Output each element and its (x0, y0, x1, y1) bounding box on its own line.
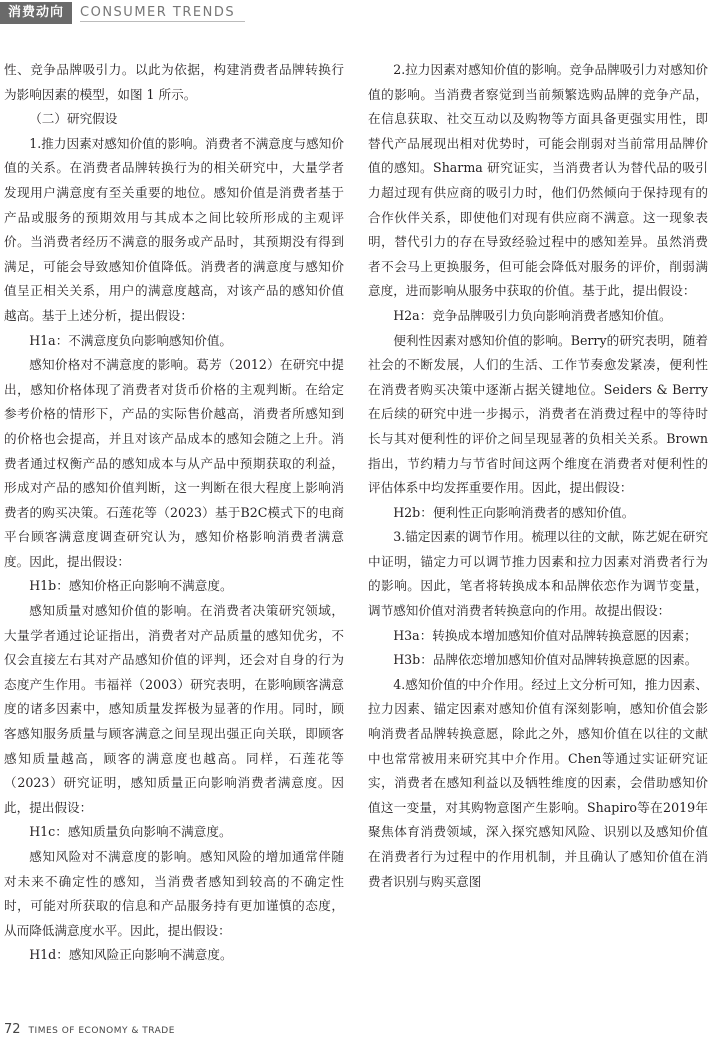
page-header (0, 0, 245, 26)
paragraph: 3.锚定因素的调节作用。梳理以往的文献，陈艺妮在研究中证明，锚定力可以调节推力因素和拉力因素对消费者行为的影响。因此，笔者将转换成本和品牌依恋作为调节变量，调节感知价值对消费者转换意向的作用。故提出假设： (368, 529, 708, 619)
paragraph: H1b：感知价格正向影响不满意度。 (29, 578, 233, 594)
section-title-en: CONSUMER TRENDS (80, 5, 245, 22)
paragraph: H3a：转换成本增加感知价值对品牌转换意愿的因素； (393, 627, 697, 643)
paragraph: 2.拉力因素对感知价值的影响。竞争品牌吸引力对感知价值的影响。当消费者察觉到当前频繁选购品牌的竞争产品，在信息获取、社交互动以及购物等方面具备更强实用性，即替代产品展现出相对优势时，可能会削弱对当前常用品牌价值的感知。Sharma 研究证实，当消费者认为替代品的吸引力超过现有供应商的吸引力时，他们仍然倾向于保持现有的合作伙伴关系，即使他们对现有供应商不满意。这一现象表明，替代引力的存在导致经验过程中的感知差异。虽然消费者不会马上更换服务，但可能会降低对服务的评价，削弱满意度，进而影响从服务中获取的价值。基于此，提出假设： (368, 62, 708, 299)
section-tag: 消费动向 (0, 2, 72, 24)
paragraph: 性、竞争品牌吸引力。以此为依据，构建消费者品牌转换行为影响因素的模型，如图 1 所示。 (4, 62, 344, 102)
left-column (4, 58, 344, 968)
paragraph: 1.推力因素对感知价值的影响。消费者不满意度与感知价值的关系。在消费者品牌转换行为的相关研究中，大量学者发现用户满意度有至关重要的地位。感知价值是消费者基于产品或服务的预期效用与其成本之间比较所形成的主观评价。当消费者经历不满意的服务或产品时，其预期没有得到满足，可能会导致感知价值降低。消费者的满意度与感知价值呈正相关关系，用户的满意度越高，对该产品的感知价值越高。基于上述分析，提出假设： (4, 135, 344, 323)
paragraph: H2a：竞争品牌吸引力负向影响消费者感知价值。 (393, 307, 672, 323)
paragraph: 感知价格对不满意度的影响。葛芳（2012）在研究中提出，感知价格体现了消费者对货币价格的主观判断。在给定参考价格的情形下，产品的实际售价越高，消费者所感知到的价格也会提高，并且对该产品成本的感知会随之上升。消费者通过权衡产品的感知成本与从产品中预期获取的利益，形成对产品的感知价值判断，这一判断在很大程度上影响消费者的购买决策。石莲花等（2023）基于B2C模式下的电商平台顾客满意度调查研究认为，感知价格影响消费者满意度。因此，提出假设： (4, 357, 344, 569)
paragraph: H2b：便利性正向影响消费者的感知价值。 (393, 504, 635, 520)
paragraph: （二）研究假设 (29, 111, 118, 127)
paragraph: 4.感知价值的中介作用。经过上文分析可知，推力因素、拉力因素、锚定因素对感知价值有深刻影响，感知价值会影响消费者品牌转换意愿，除此之外，感知价值在以往的文献中也常常被用来研究其中介作用。Chen等通过实证研究证实，消费者在感知利益以及牺牲维度的因素，会借助感知价值这一变量，对其购物意图产生影响。Shapiro等在2019年聚焦体育消费领域，深入探究感知风险、识别以及感知价值在消费者行为过程中的作用机制，并且确认了感知价值在消费者识别与购买意图 (368, 676, 708, 889)
page-number: 72 (4, 1022, 21, 1037)
paragraph: H3b：品牌依恋增加感知价值对品牌转换意愿的因素。 (393, 652, 698, 668)
paragraph: H1d：感知风险正向影响不满意度。 (29, 947, 233, 963)
journal-name: TIMES OF ECONOMY & TRADE (28, 1026, 175, 1036)
paragraph: H1c：感知质量负向影响不满意度。 (29, 824, 232, 840)
page-footer (4, 1022, 175, 1037)
paragraph: H1a：不满意度负向影响感知价值。 (29, 332, 233, 348)
paragraph: 便利性因素对感知价值的影响。Berry的研究表明，随着社会的不断发展，人们的生活、工作节奏愈发紧凑，便利性在消费者购买决策中逐渐占据关键地位。Seiders & Berry 在后续的研究中进一步揭示，消费者在消费过程中的等待时长与其对便利性的评价之间呈现显著的负相关关系。Brown指出，节约精力与节省时间这两个维度在消费者对便利性的评估体系中均发挥重要作用。因此，提出假设： (368, 332, 708, 496)
paragraph: 感知风险对不满意度的影响。感知风险的增加通常伴随对未来不确定性的感知，当消费者感知到较高的不确定性时，可能对所获取的信息和产品服务持有更加谨慎的态度，从而降低满意度水平。因此，提出假设： (4, 849, 344, 938)
right-column (368, 58, 708, 894)
paragraph: 感知质量对感知价值的影响。在消费者决策研究领域，大量学者通过论证指出，消费者对产品质量的感知优劣，不仅会直接左右其对产品感知价值的评判，还会对自身的行为态度产生作用。韦福祥（2003）研究表明，在影响顾客满意度的诸多因素中，感知质量发挥极为显著的作用。同时，顾客感知服务质量与顾客满意之间呈现出强正向关联，即顾客感知质量越高，顾客的满意度也越高。同样，石莲花等（2023）研究证明，感知质量正向影响消费者满意度。因此，提出假设： (4, 603, 344, 815)
